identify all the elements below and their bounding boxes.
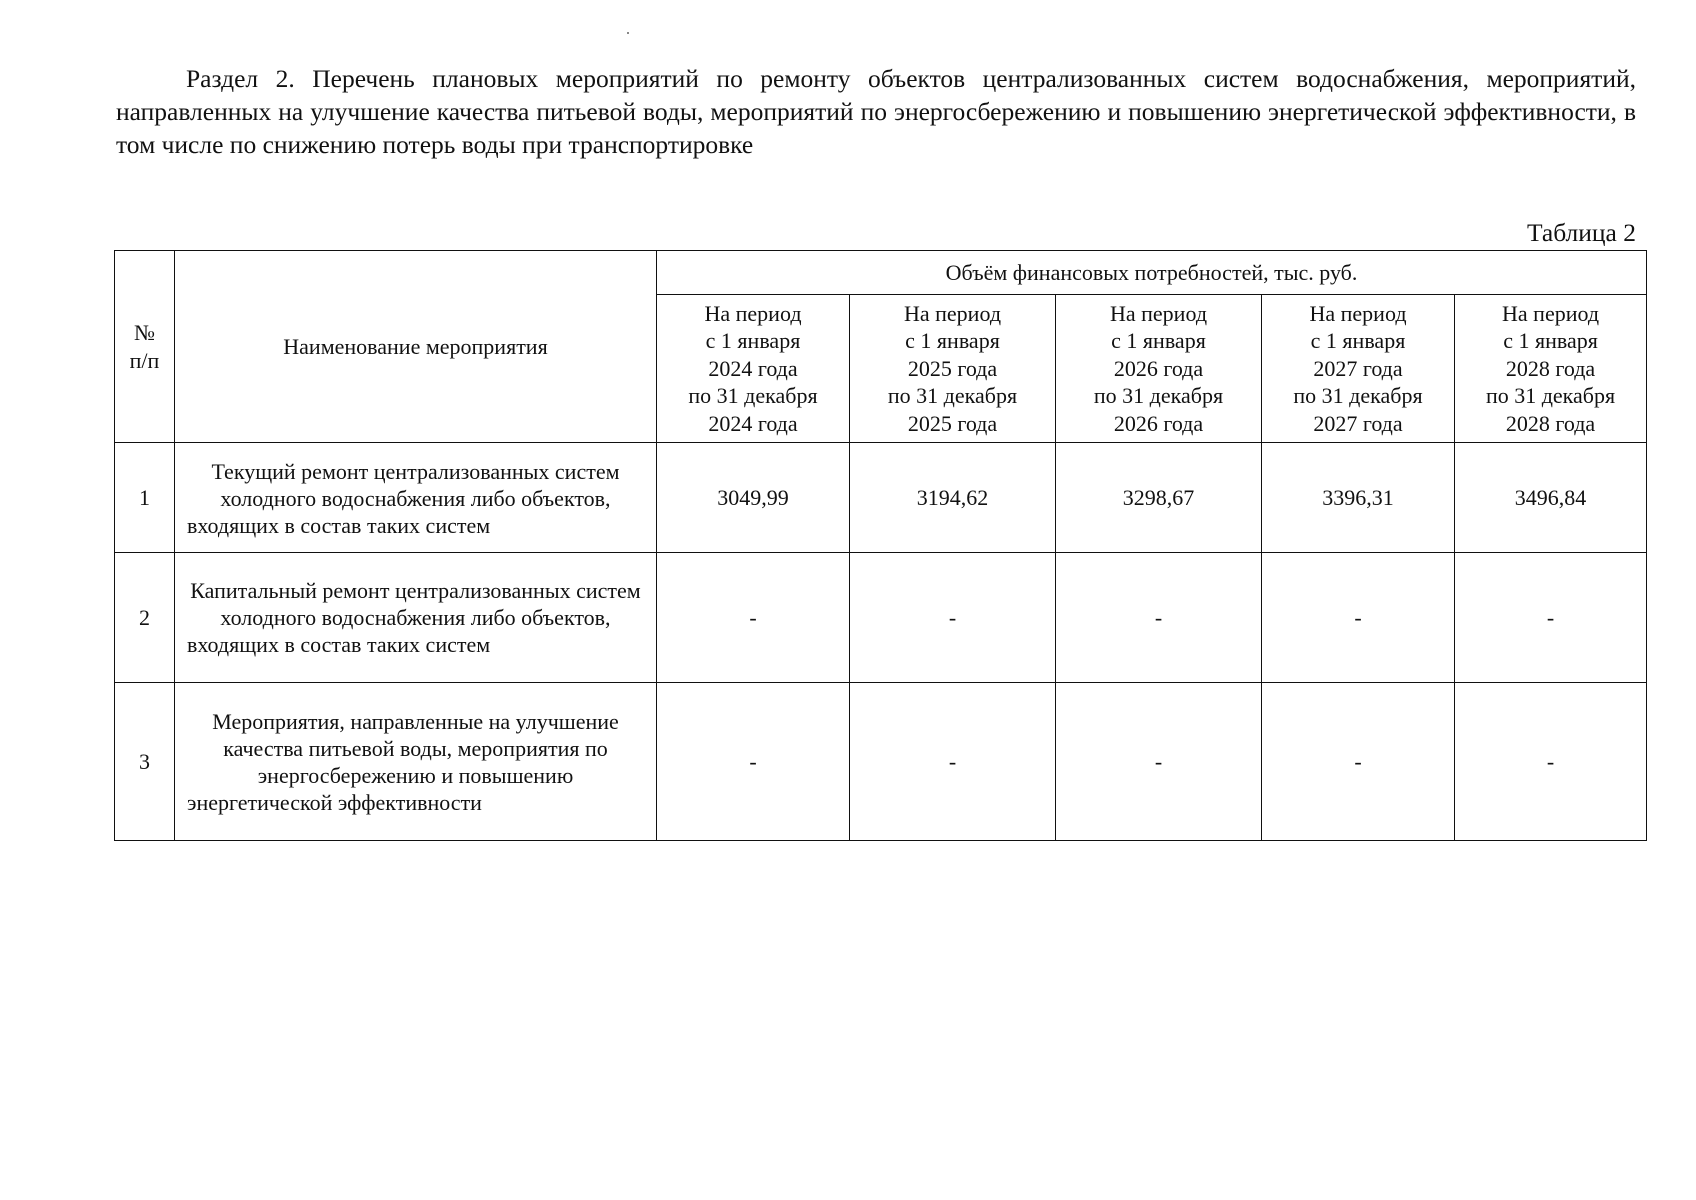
- scan-speck: [627, 32, 629, 34]
- row-value-2027: -: [1262, 683, 1455, 841]
- table-row: [115, 443, 1647, 553]
- header-row-group: [115, 251, 1647, 295]
- table-caption: Таблица 2: [1526, 218, 1636, 247]
- row-value-2027: 3396,31: [1262, 443, 1455, 553]
- row-activity-name: Мероприятия, направленные на улучшение качества питьевой воды, мероприятия по энергосбережению и повышению энергетической эффективности: [175, 683, 657, 841]
- column-group-header-financial: Объём финансовых потребностей, тыс. руб.: [657, 251, 1647, 295]
- row-activity-name: Текущий ремонт централизованных систем холодного водоснабжения либо объектов, входящих в состав таких систем: [175, 443, 657, 553]
- row-value-2024: 3049,99: [657, 443, 850, 553]
- row-value-2026: 3298,67: [1056, 443, 1262, 553]
- row-value-2024: -: [657, 553, 850, 683]
- column-header-number: № п/п: [115, 251, 175, 443]
- column-header-name: Наименование мероприятия: [175, 251, 657, 443]
- row-value-2026: -: [1056, 553, 1262, 683]
- row-value-2027: -: [1262, 553, 1455, 683]
- row-value-2026: -: [1056, 683, 1262, 841]
- column-header-period-2024: На период с 1 января 2024 года по 31 декабря 2024 года: [657, 295, 850, 443]
- row-value-2025: -: [850, 553, 1056, 683]
- row-value-2025: 3194,62: [850, 443, 1056, 553]
- column-header-period-2026: На период с 1 января 2026 года по 31 декабря 2026 года: [1056, 295, 1262, 443]
- row-value-2028: 3496,84: [1455, 443, 1647, 553]
- row-activity-name: Капитальный ремонт централизованных систем холодного водоснабжения либо объектов, входящих в состав таких систем: [175, 553, 657, 683]
- table-row: [115, 683, 1647, 841]
- row-value-2028: -: [1455, 553, 1647, 683]
- row-number: 1: [115, 443, 175, 553]
- row-value-2028: -: [1455, 683, 1647, 841]
- column-header-period-2027: На период с 1 января 2027 года по 31 декабря 2027 года: [1262, 295, 1455, 443]
- financial-needs-table: [114, 250, 1647, 841]
- table-row: [115, 553, 1647, 683]
- section-heading: Раздел 2. Перечень плановых мероприятий по ремонту объектов централизованных систем водоснабжения, мероприятий, направленных на улучшение качества питьевой воды, мероприятий по энергосбережению и повышению энергетической эффективности, в том числе по снижению потерь воды при транспортировке: [116, 64, 1636, 159]
- row-number: 3: [115, 683, 175, 841]
- column-header-period-2025: На период с 1 января 2025 года по 31 декабря 2025 года: [850, 295, 1056, 443]
- row-value-2025: -: [850, 683, 1056, 841]
- column-header-period-2028: На период с 1 января 2028 года по 31 декабря 2028 года: [1455, 295, 1647, 443]
- row-value-2024: -: [657, 683, 850, 841]
- row-number: 2: [115, 553, 175, 683]
